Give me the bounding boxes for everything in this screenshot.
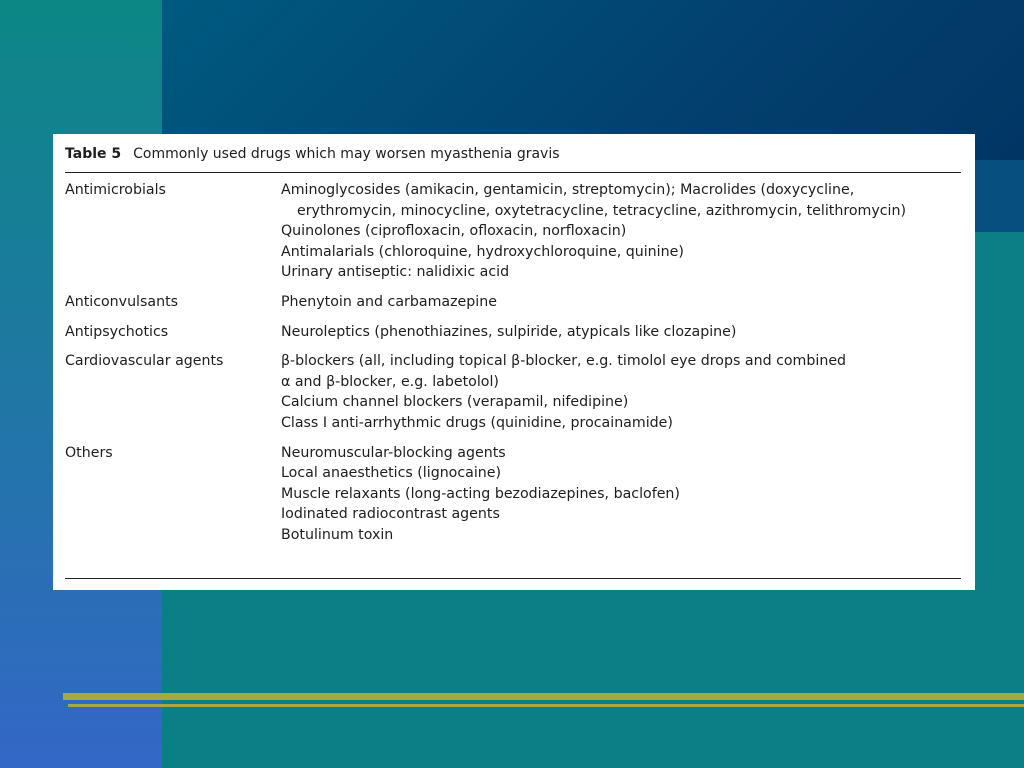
drug-table [53,134,975,590]
row-items [281,351,961,433]
row-item: Neuromuscular-blocking agents [281,444,506,461]
row-item: Iodinated radiocontrast agents [281,506,500,523]
row-category: Cardiovascular agents [65,353,224,370]
row-item: Quinolones (ciprofloxacin, ofloxacin, norfloxacin) [281,223,627,240]
row-item: erythromycin, minocycline, oxytetracycline, tetracycline, azithromycin, telithromycin) [297,202,907,219]
row-items [281,292,961,313]
row-item: Local anaesthetics (lignocaine) [281,465,502,482]
row-item: Class I anti-arrhythmic drugs (quinidine, procainamide) [281,414,673,431]
row-items [281,443,961,546]
row-item: α and β-blocker, e.g. labetolol) [281,373,499,390]
row-item: Urinary antiseptic: nalidixic acid [281,264,510,281]
table-row [65,351,961,433]
row-category: Others [65,444,113,461]
row-item: Neuroleptics (phenothiazines, sulpiride, atypicals like clozapine) [281,323,737,340]
row-item: Calcium channel blockers (verapamil, nifedipine) [281,394,629,411]
table-title: Commonly used drugs which may worsen myasthenia gravis [133,146,560,162]
row-category: Anticonvulsants [65,293,179,310]
row-category: Antimicrobials [65,182,166,198]
row-item: Botulinum toxin [281,526,394,543]
row-item: Phenytoin and carbamazepine [281,293,497,310]
table-body [65,173,961,546]
table-label: Table 5 [65,146,122,162]
row-category: Antipsychotics [65,323,169,340]
table-row [65,292,961,313]
table-row [65,443,961,546]
slide-accent-rule-thin [68,704,1024,707]
row-item: β-blockers (all, including topical β-blocker, e.g. timolol eye drops and combined [281,353,847,370]
slide-accent-rule-thick [63,693,1024,700]
table-bottom-rule [65,578,961,579]
row-item: Muscle relaxants (long-acting bezodiazepines, baclofen) [281,485,680,502]
table-row [65,322,961,343]
slide-accent-square [975,160,1024,232]
row-item: Aminoglycosides (amikacin, gentamicin, streptomycin); Macrolides (doxycycline, [281,182,855,198]
row-items [281,180,961,283]
table-caption [65,144,961,173]
row-items [281,322,961,343]
row-item: Antimalarials (chloroquine, hydroxychloroquine, quinine) [281,243,684,260]
table-row [65,180,961,283]
